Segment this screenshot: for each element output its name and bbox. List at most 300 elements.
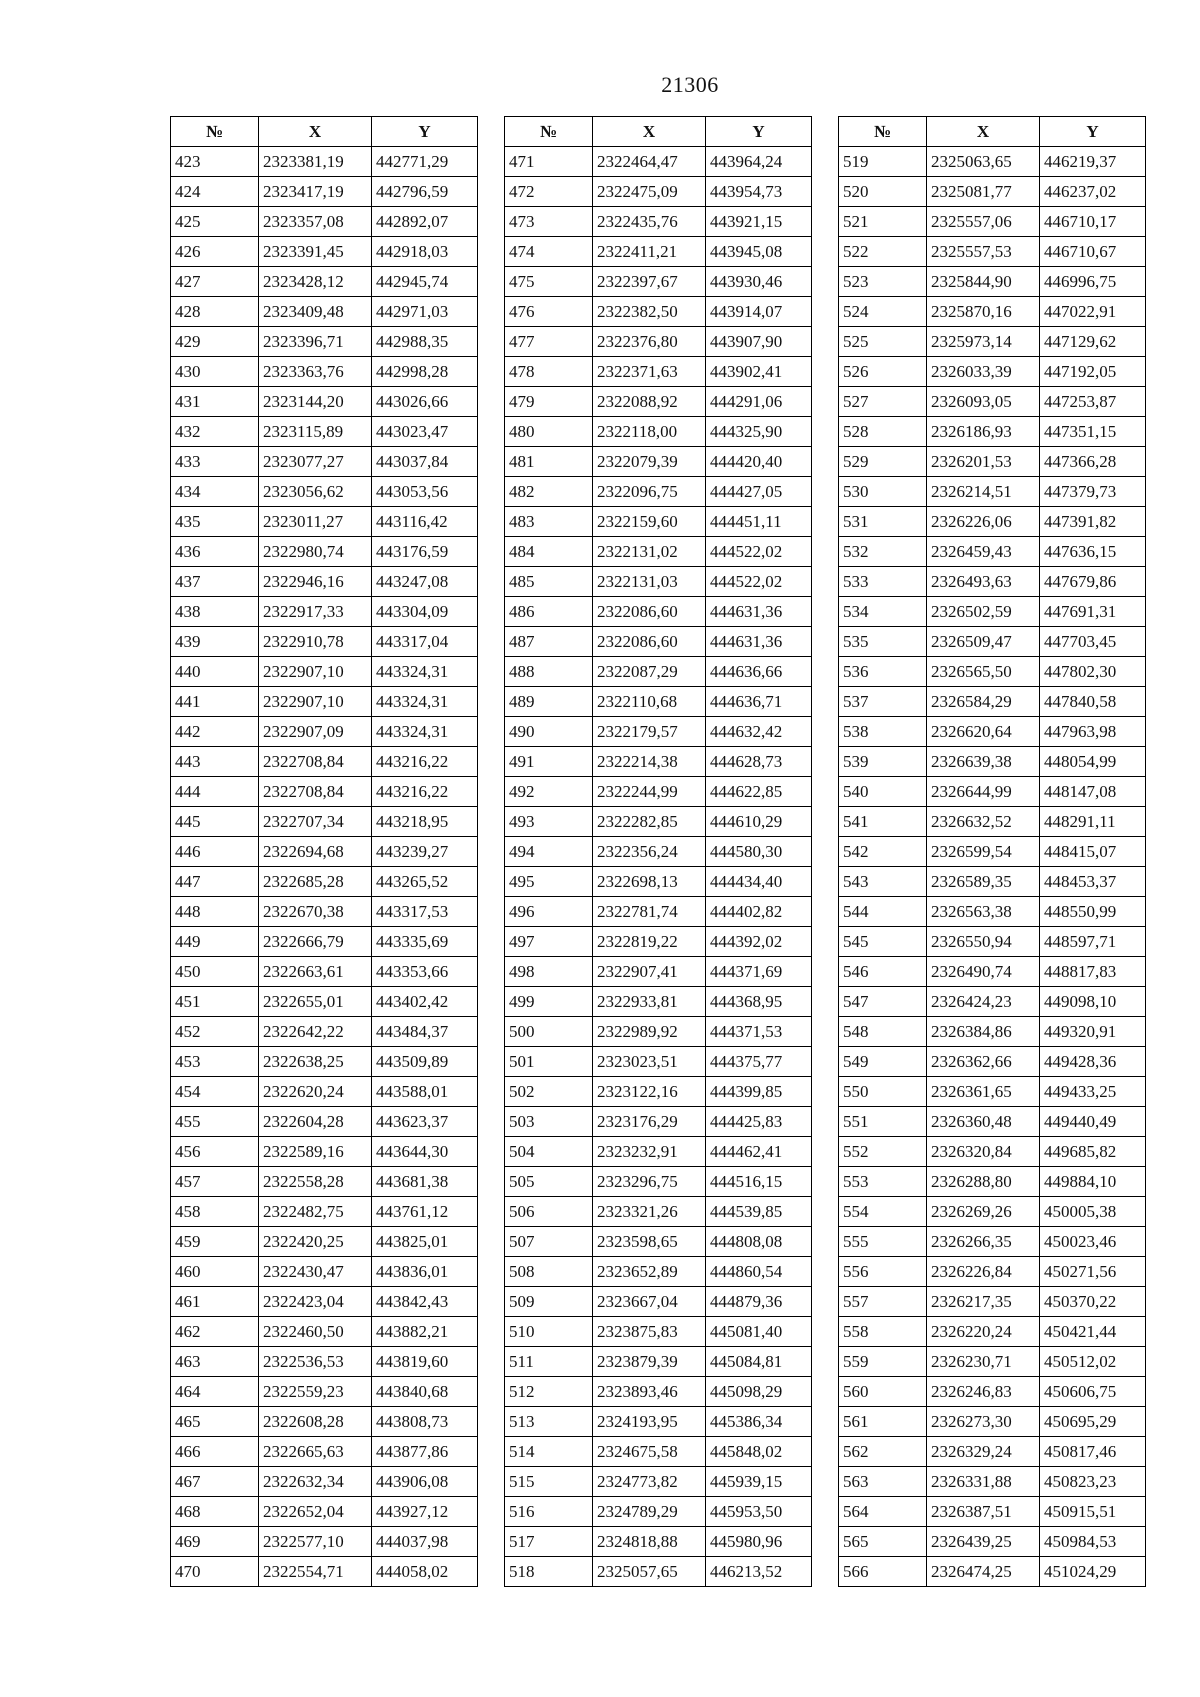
x-coordinate: 2326362,66 <box>927 1047 1040 1077</box>
x-coordinate: 2322933,81 <box>593 987 706 1017</box>
y-coordinate: 450695,29 <box>1040 1407 1146 1437</box>
point-number: 502 <box>505 1077 593 1107</box>
table-row <box>171 447 478 477</box>
point-number: 515 <box>505 1467 593 1497</box>
x-coordinate: 2326201,53 <box>927 447 1040 477</box>
point-number: 468 <box>171 1497 259 1527</box>
y-coordinate: 443882,21 <box>372 1317 478 1347</box>
table-row <box>171 597 478 627</box>
point-number: 429 <box>171 327 259 357</box>
y-coordinate: 446219,37 <box>1040 147 1146 177</box>
y-coordinate: 446996,75 <box>1040 267 1146 297</box>
point-number: 455 <box>171 1107 259 1137</box>
point-number: 476 <box>505 297 593 327</box>
y-coordinate: 443116,42 <box>372 507 478 537</box>
table-row <box>839 987 1146 1017</box>
table-row <box>505 1227 812 1257</box>
point-number: 557 <box>839 1287 927 1317</box>
y-coordinate: 443761,12 <box>372 1197 478 1227</box>
y-coordinate: 448415,07 <box>1040 837 1146 867</box>
x-coordinate: 2322907,10 <box>259 657 372 687</box>
x-coordinate: 2323893,46 <box>593 1377 706 1407</box>
point-number: 542 <box>839 837 927 867</box>
x-coordinate: 2322096,75 <box>593 477 706 507</box>
point-number: 450 <box>171 957 259 987</box>
point-number: 538 <box>839 717 927 747</box>
table-row <box>839 1077 1146 1107</box>
point-number: 491 <box>505 747 593 777</box>
y-coordinate: 443808,73 <box>372 1407 478 1437</box>
table-row <box>505 177 812 207</box>
y-coordinate: 443819,60 <box>372 1347 478 1377</box>
y-coordinate: 445098,29 <box>706 1377 812 1407</box>
y-coordinate: 444371,53 <box>706 1017 812 1047</box>
point-number: 525 <box>839 327 927 357</box>
x-coordinate: 2323122,16 <box>593 1077 706 1107</box>
x-coordinate: 2322475,09 <box>593 177 706 207</box>
x-coordinate: 2322086,60 <box>593 597 706 627</box>
x-coordinate: 2323321,26 <box>593 1197 706 1227</box>
point-number: 504 <box>505 1137 593 1167</box>
table-row <box>839 657 1146 687</box>
table-row <box>171 1527 478 1557</box>
y-coordinate: 443484,37 <box>372 1017 478 1047</box>
x-coordinate: 2322464,47 <box>593 147 706 177</box>
point-number: 448 <box>171 897 259 927</box>
y-coordinate: 445386,34 <box>706 1407 812 1437</box>
y-coordinate: 443906,08 <box>372 1467 478 1497</box>
table-row <box>839 1197 1146 1227</box>
table-row <box>505 1437 812 1467</box>
x-coordinate: 2326639,38 <box>927 747 1040 777</box>
table-row <box>171 327 478 357</box>
point-number: 545 <box>839 927 927 957</box>
table-row <box>505 897 812 927</box>
point-number: 440 <box>171 657 259 687</box>
table-row <box>505 477 812 507</box>
x-coordinate: 2322435,76 <box>593 207 706 237</box>
page-number: 21306 <box>661 72 719 97</box>
x-coordinate: 2322577,10 <box>259 1527 372 1557</box>
y-coordinate: 450421,44 <box>1040 1317 1146 1347</box>
y-coordinate: 443353,66 <box>372 957 478 987</box>
y-coordinate: 445980,96 <box>706 1527 812 1557</box>
table-row <box>505 1017 812 1047</box>
table-row <box>505 627 812 657</box>
table-row <box>171 1077 478 1107</box>
y-coordinate: 443842,43 <box>372 1287 478 1317</box>
table-row <box>839 687 1146 717</box>
table-row <box>505 837 812 867</box>
y-coordinate: 444516,15 <box>706 1167 812 1197</box>
y-coordinate: 442998,28 <box>372 357 478 387</box>
y-coordinate: 449685,82 <box>1040 1137 1146 1167</box>
table-row <box>839 1107 1146 1137</box>
x-coordinate: 2325870,16 <box>927 297 1040 327</box>
point-number: 507 <box>505 1227 593 1257</box>
point-number: 551 <box>839 1107 927 1137</box>
table-row <box>171 1107 478 1137</box>
table-row <box>171 1197 478 1227</box>
x-coordinate: 2322282,85 <box>593 807 706 837</box>
table-row <box>505 657 812 687</box>
table-row <box>839 1317 1146 1347</box>
point-number: 495 <box>505 867 593 897</box>
point-number: 432 <box>171 417 259 447</box>
point-number: 423 <box>171 147 259 177</box>
x-coordinate: 2322118,00 <box>593 417 706 447</box>
table-row <box>839 597 1146 627</box>
table-row <box>171 987 478 1017</box>
header-x: X <box>259 117 372 147</box>
point-number: 483 <box>505 507 593 537</box>
x-coordinate: 2326565,50 <box>927 657 1040 687</box>
x-coordinate: 2326387,51 <box>927 1497 1040 1527</box>
x-coordinate: 2322670,38 <box>259 897 372 927</box>
point-number: 543 <box>839 867 927 897</box>
y-coordinate: 450023,46 <box>1040 1227 1146 1257</box>
table-row <box>505 1137 812 1167</box>
y-coordinate: 443023,47 <box>372 417 478 447</box>
x-coordinate: 2322536,53 <box>259 1347 372 1377</box>
x-coordinate: 2322708,84 <box>259 747 372 777</box>
point-number: 500 <box>505 1017 593 1047</box>
point-number: 547 <box>839 987 927 1017</box>
x-coordinate: 2322907,09 <box>259 717 372 747</box>
x-coordinate: 2322460,50 <box>259 1317 372 1347</box>
x-coordinate: 2322482,75 <box>259 1197 372 1227</box>
table-row <box>839 897 1146 927</box>
x-coordinate: 2323409,48 <box>259 297 372 327</box>
table-row <box>505 327 812 357</box>
point-number: 464 <box>171 1377 259 1407</box>
y-coordinate: 447703,45 <box>1040 627 1146 657</box>
y-coordinate: 447802,30 <box>1040 657 1146 687</box>
table-row <box>839 837 1146 867</box>
header-x: X <box>927 117 1040 147</box>
x-coordinate: 2326217,35 <box>927 1287 1040 1317</box>
x-coordinate: 2323176,29 <box>593 1107 706 1137</box>
point-number: 536 <box>839 657 927 687</box>
x-coordinate: 2326599,54 <box>927 837 1040 867</box>
x-coordinate: 2322642,22 <box>259 1017 372 1047</box>
point-number: 527 <box>839 387 927 417</box>
x-coordinate: 2322698,13 <box>593 867 706 897</box>
y-coordinate: 443053,56 <box>372 477 478 507</box>
y-coordinate: 447963,98 <box>1040 717 1146 747</box>
point-number: 489 <box>505 687 593 717</box>
point-number: 451 <box>171 987 259 1017</box>
table-row <box>839 1347 1146 1377</box>
y-coordinate: 444636,71 <box>706 687 812 717</box>
y-coordinate: 447192,05 <box>1040 357 1146 387</box>
point-number: 428 <box>171 297 259 327</box>
point-number: 477 <box>505 327 593 357</box>
point-number: 550 <box>839 1077 927 1107</box>
point-number: 511 <box>505 1347 593 1377</box>
table-row <box>839 867 1146 897</box>
table-row <box>171 627 478 657</box>
point-number: 434 <box>171 477 259 507</box>
y-coordinate: 446237,02 <box>1040 177 1146 207</box>
table-row <box>839 537 1146 567</box>
x-coordinate: 2326269,26 <box>927 1197 1040 1227</box>
table-row <box>505 387 812 417</box>
x-coordinate: 2322179,57 <box>593 717 706 747</box>
table-row <box>839 1287 1146 1317</box>
point-number: 467 <box>171 1467 259 1497</box>
y-coordinate: 448453,37 <box>1040 867 1146 897</box>
x-coordinate: 2325973,14 <box>927 327 1040 357</box>
point-number: 548 <box>839 1017 927 1047</box>
y-coordinate: 447840,58 <box>1040 687 1146 717</box>
table-header-row <box>505 117 812 147</box>
table-row <box>839 1467 1146 1497</box>
x-coordinate: 2322244,99 <box>593 777 706 807</box>
x-coordinate: 2323232,91 <box>593 1137 706 1167</box>
x-coordinate: 2322946,16 <box>259 567 372 597</box>
x-coordinate: 2326550,94 <box>927 927 1040 957</box>
table-row <box>171 177 478 207</box>
point-number: 447 <box>171 867 259 897</box>
table-row <box>171 1467 478 1497</box>
y-coordinate: 443954,73 <box>706 177 812 207</box>
y-coordinate: 451024,29 <box>1040 1557 1146 1587</box>
x-coordinate: 2326220,24 <box>927 1317 1040 1347</box>
point-number: 519 <box>839 147 927 177</box>
x-coordinate: 2326509,47 <box>927 627 1040 657</box>
x-coordinate: 2326329,24 <box>927 1437 1040 1467</box>
x-coordinate: 2322382,50 <box>593 297 706 327</box>
table-row <box>171 777 478 807</box>
point-number: 498 <box>505 957 593 987</box>
point-number: 556 <box>839 1257 927 1287</box>
y-coordinate: 442945,74 <box>372 267 478 297</box>
y-coordinate: 444291,06 <box>706 387 812 417</box>
table-row <box>839 267 1146 297</box>
x-coordinate: 2326459,43 <box>927 537 1040 567</box>
x-coordinate: 2326246,83 <box>927 1377 1040 1407</box>
y-coordinate: 442796,59 <box>372 177 478 207</box>
table-row <box>171 357 478 387</box>
y-coordinate: 443218,95 <box>372 807 478 837</box>
x-coordinate: 2325057,65 <box>593 1557 706 1587</box>
x-coordinate: 2326589,35 <box>927 867 1040 897</box>
x-coordinate: 2322411,21 <box>593 237 706 267</box>
y-coordinate: 443840,68 <box>372 1377 478 1407</box>
table-row <box>505 1287 812 1317</box>
y-coordinate: 444462,41 <box>706 1137 812 1167</box>
x-coordinate: 2325557,53 <box>927 237 1040 267</box>
table-row <box>505 417 812 447</box>
table-row <box>839 1437 1146 1467</box>
x-coordinate: 2325081,77 <box>927 177 1040 207</box>
point-number: 485 <box>505 567 593 597</box>
point-number: 473 <box>505 207 593 237</box>
y-coordinate: 443964,24 <box>706 147 812 177</box>
point-number: 474 <box>505 237 593 267</box>
y-coordinate: 444631,36 <box>706 627 812 657</box>
y-coordinate: 443247,08 <box>372 567 478 597</box>
x-coordinate: 2323391,45 <box>259 237 372 267</box>
table-row <box>505 537 812 567</box>
point-number: 544 <box>839 897 927 927</box>
x-coordinate: 2326620,64 <box>927 717 1040 747</box>
point-number: 563 <box>839 1467 927 1497</box>
y-coordinate: 445939,15 <box>706 1467 812 1497</box>
table-row <box>505 1047 812 1077</box>
point-number: 482 <box>505 477 593 507</box>
table-header-row <box>171 117 478 147</box>
x-coordinate: 2322131,03 <box>593 567 706 597</box>
x-coordinate: 2326490,74 <box>927 957 1040 987</box>
x-coordinate: 2322608,28 <box>259 1407 372 1437</box>
x-coordinate: 2322655,01 <box>259 987 372 1017</box>
point-number: 522 <box>839 237 927 267</box>
point-number: 523 <box>839 267 927 297</box>
table-row <box>505 747 812 777</box>
y-coordinate: 450817,46 <box>1040 1437 1146 1467</box>
y-coordinate: 446213,52 <box>706 1557 812 1587</box>
point-number: 521 <box>839 207 927 237</box>
y-coordinate: 444522,02 <box>706 537 812 567</box>
x-coordinate: 2326424,23 <box>927 987 1040 1017</box>
y-coordinate: 444402,82 <box>706 897 812 927</box>
point-number: 438 <box>171 597 259 627</box>
y-coordinate: 450512,02 <box>1040 1347 1146 1377</box>
table-row <box>839 507 1146 537</box>
point-number: 533 <box>839 567 927 597</box>
table-row <box>171 1557 478 1587</box>
y-coordinate: 442771,29 <box>372 147 478 177</box>
x-coordinate: 2325063,65 <box>927 147 1040 177</box>
point-number: 435 <box>171 507 259 537</box>
point-number: 470 <box>171 1557 259 1587</box>
x-coordinate: 2326273,30 <box>927 1407 1040 1437</box>
y-coordinate: 444420,40 <box>706 447 812 477</box>
x-coordinate: 2322781,74 <box>593 897 706 927</box>
point-number: 465 <box>171 1407 259 1437</box>
table-row <box>505 717 812 747</box>
table-row <box>839 627 1146 657</box>
table-row <box>171 1377 478 1407</box>
table-row <box>839 1137 1146 1167</box>
x-coordinate: 2323428,12 <box>259 267 372 297</box>
y-coordinate: 443921,15 <box>706 207 812 237</box>
table-row <box>505 987 812 1017</box>
point-number: 506 <box>505 1197 593 1227</box>
table-row <box>171 1407 478 1437</box>
x-coordinate: 2322087,29 <box>593 657 706 687</box>
y-coordinate: 443945,08 <box>706 237 812 267</box>
x-coordinate: 2323598,65 <box>593 1227 706 1257</box>
y-coordinate: 444371,69 <box>706 957 812 987</box>
coordinates-table-3 <box>838 116 1146 1587</box>
point-number: 452 <box>171 1017 259 1047</box>
point-number: 478 <box>505 357 593 387</box>
point-number: 499 <box>505 987 593 1017</box>
table-row <box>839 477 1146 507</box>
y-coordinate: 444879,36 <box>706 1287 812 1317</box>
table-row <box>171 567 478 597</box>
point-number: 505 <box>505 1167 593 1197</box>
table-row <box>505 147 812 177</box>
x-coordinate: 2326632,52 <box>927 807 1040 837</box>
point-number: 493 <box>505 807 593 837</box>
table-row <box>171 1317 478 1347</box>
table-row <box>839 1407 1146 1437</box>
table-row <box>171 747 478 777</box>
table-row <box>171 237 478 267</box>
table-row <box>171 1227 478 1257</box>
point-number: 532 <box>839 537 927 567</box>
table-row <box>839 957 1146 987</box>
point-number: 480 <box>505 417 593 447</box>
x-coordinate: 2322086,60 <box>593 627 706 657</box>
y-coordinate: 450005,38 <box>1040 1197 1146 1227</box>
x-coordinate: 2322666,79 <box>259 927 372 957</box>
y-coordinate: 444636,66 <box>706 657 812 687</box>
y-coordinate: 447391,82 <box>1040 507 1146 537</box>
y-coordinate: 443927,12 <box>372 1497 478 1527</box>
point-number: 459 <box>171 1227 259 1257</box>
x-coordinate: 2326384,86 <box>927 1017 1040 1047</box>
x-coordinate: 2322159,60 <box>593 507 706 537</box>
x-coordinate: 2322652,04 <box>259 1497 372 1527</box>
x-coordinate: 2322423,04 <box>259 1287 372 1317</box>
table-row <box>839 1377 1146 1407</box>
x-coordinate: 2324818,88 <box>593 1527 706 1557</box>
table-row <box>839 1047 1146 1077</box>
point-number: 539 <box>839 747 927 777</box>
y-coordinate: 443265,52 <box>372 867 478 897</box>
x-coordinate: 2323381,19 <box>259 147 372 177</box>
point-number: 566 <box>839 1557 927 1587</box>
y-coordinate: 444631,36 <box>706 597 812 627</box>
point-number: 449 <box>171 927 259 957</box>
point-number: 530 <box>839 477 927 507</box>
y-coordinate: 449320,91 <box>1040 1017 1146 1047</box>
x-coordinate: 2322907,10 <box>259 687 372 717</box>
point-number: 549 <box>839 1047 927 1077</box>
table-row <box>171 957 478 987</box>
x-coordinate: 2322632,34 <box>259 1467 372 1497</box>
x-coordinate: 2323396,71 <box>259 327 372 357</box>
x-coordinate: 2322214,38 <box>593 747 706 777</box>
point-number: 540 <box>839 777 927 807</box>
table-row <box>839 447 1146 477</box>
point-number: 492 <box>505 777 593 807</box>
point-number: 488 <box>505 657 593 687</box>
y-coordinate: 450915,51 <box>1040 1497 1146 1527</box>
table-row <box>505 1557 812 1587</box>
point-number: 514 <box>505 1437 593 1467</box>
table-row <box>839 387 1146 417</box>
table-row <box>505 507 812 537</box>
table-row <box>505 1377 812 1407</box>
y-coordinate: 443914,07 <box>706 297 812 327</box>
y-coordinate: 447379,73 <box>1040 477 1146 507</box>
y-coordinate: 444580,30 <box>706 837 812 867</box>
y-coordinate: 449433,25 <box>1040 1077 1146 1107</box>
point-number: 512 <box>505 1377 593 1407</box>
table-row <box>171 147 478 177</box>
x-coordinate: 2323875,83 <box>593 1317 706 1347</box>
x-coordinate: 2324773,82 <box>593 1467 706 1497</box>
y-coordinate: 443509,89 <box>372 1047 478 1077</box>
point-number: 541 <box>839 807 927 837</box>
point-number: 555 <box>839 1227 927 1257</box>
